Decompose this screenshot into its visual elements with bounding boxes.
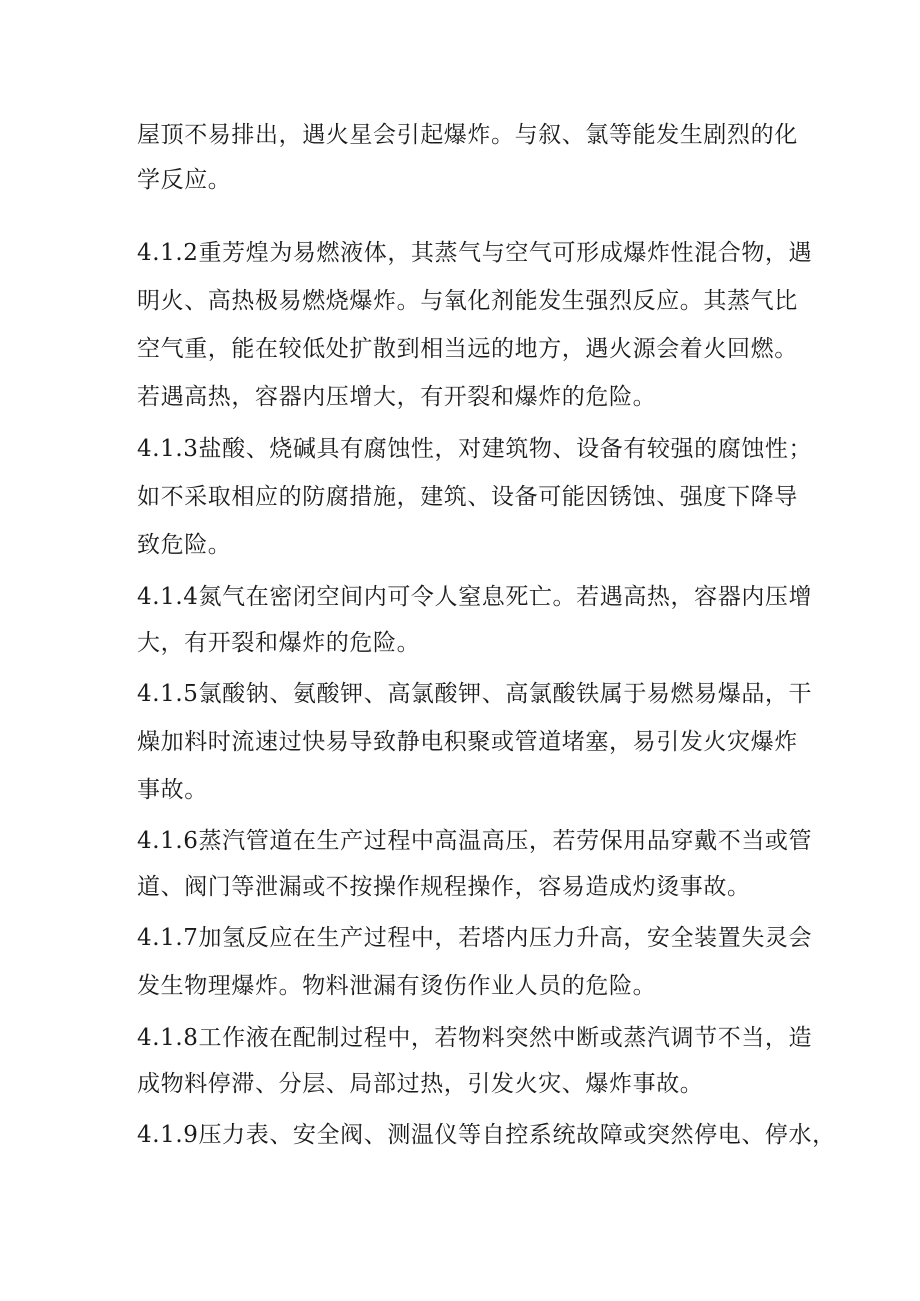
text-line: 学反应。	[137, 167, 232, 193]
text-line: 4.1.4氮气在密闭空间内可令人窒息死亡。若遇高热，容器内压增	[137, 584, 813, 610]
text-line: 成物料停滞、分层、局部过热，引发火灾、爆炸事故。	[137, 1071, 704, 1097]
text-line: 致危险。	[137, 532, 232, 558]
text-line: 4.1.6蒸汽管道在生产过程中高温高压，若劳保用品穿戴不当或管	[137, 828, 813, 854]
text-line: 燥加料时流速过快易导致静电积聚或管道堵塞，易引发火灾爆炸	[137, 729, 798, 755]
text-line: 事故。	[137, 777, 208, 803]
text-line: 发生物理爆炸。物料泄漏有烫伤作业人员的危险。	[137, 973, 657, 999]
text-line: 如不采取相应的防腐措施，建筑、设备可能因锈蚀、强度下降导	[137, 484, 798, 510]
text-line: 道、阀门等泄漏或不按操作规程操作，容易造成灼烫事故。	[137, 874, 751, 900]
text-line: 若遇高热，容器内压增大，有开裂和爆炸的危险。	[137, 384, 657, 410]
text-line: 4.1.3盐酸、烧碱具有腐蚀性，对建筑物、设备有较强的腐蚀性；	[137, 436, 813, 462]
text-line: 大，有开裂和爆炸的危险。	[137, 630, 421, 656]
text-line: 4.1.5氯酸钠、氨酸钾、高氯酸钾、高氯酸铁属于易燃易爆品，干	[137, 681, 813, 707]
text-line: 4.1.7加氢反应在生产过程中，若塔内压力升高，安全装置失灵会	[137, 925, 813, 951]
text-line: 4.1.9压力表、安全阀、测温仪等自控系统故障或突然停电、停水，	[137, 1122, 836, 1148]
text-line: 屋顶不易排出，遇火星会引起爆炸。与叙、氯等能发生剧烈的化	[137, 122, 798, 148]
text-line: 空气重，能在较低处扩散到相当远的地方，遇火源会着火回燃。	[137, 336, 798, 362]
text-line: 4.1.2重芳煌为易燃液体，其蒸气与空气可形成爆炸性混合物，遇	[137, 240, 813, 266]
text-line: 4.1.8工作液在配制过程中，若物料突然中断或蒸汽调节不当，造	[137, 1025, 813, 1051]
text-line: 明火、高热极易燃烧爆炸。与氧化剂能发生强烈反应。其蒸气比	[137, 288, 798, 314]
